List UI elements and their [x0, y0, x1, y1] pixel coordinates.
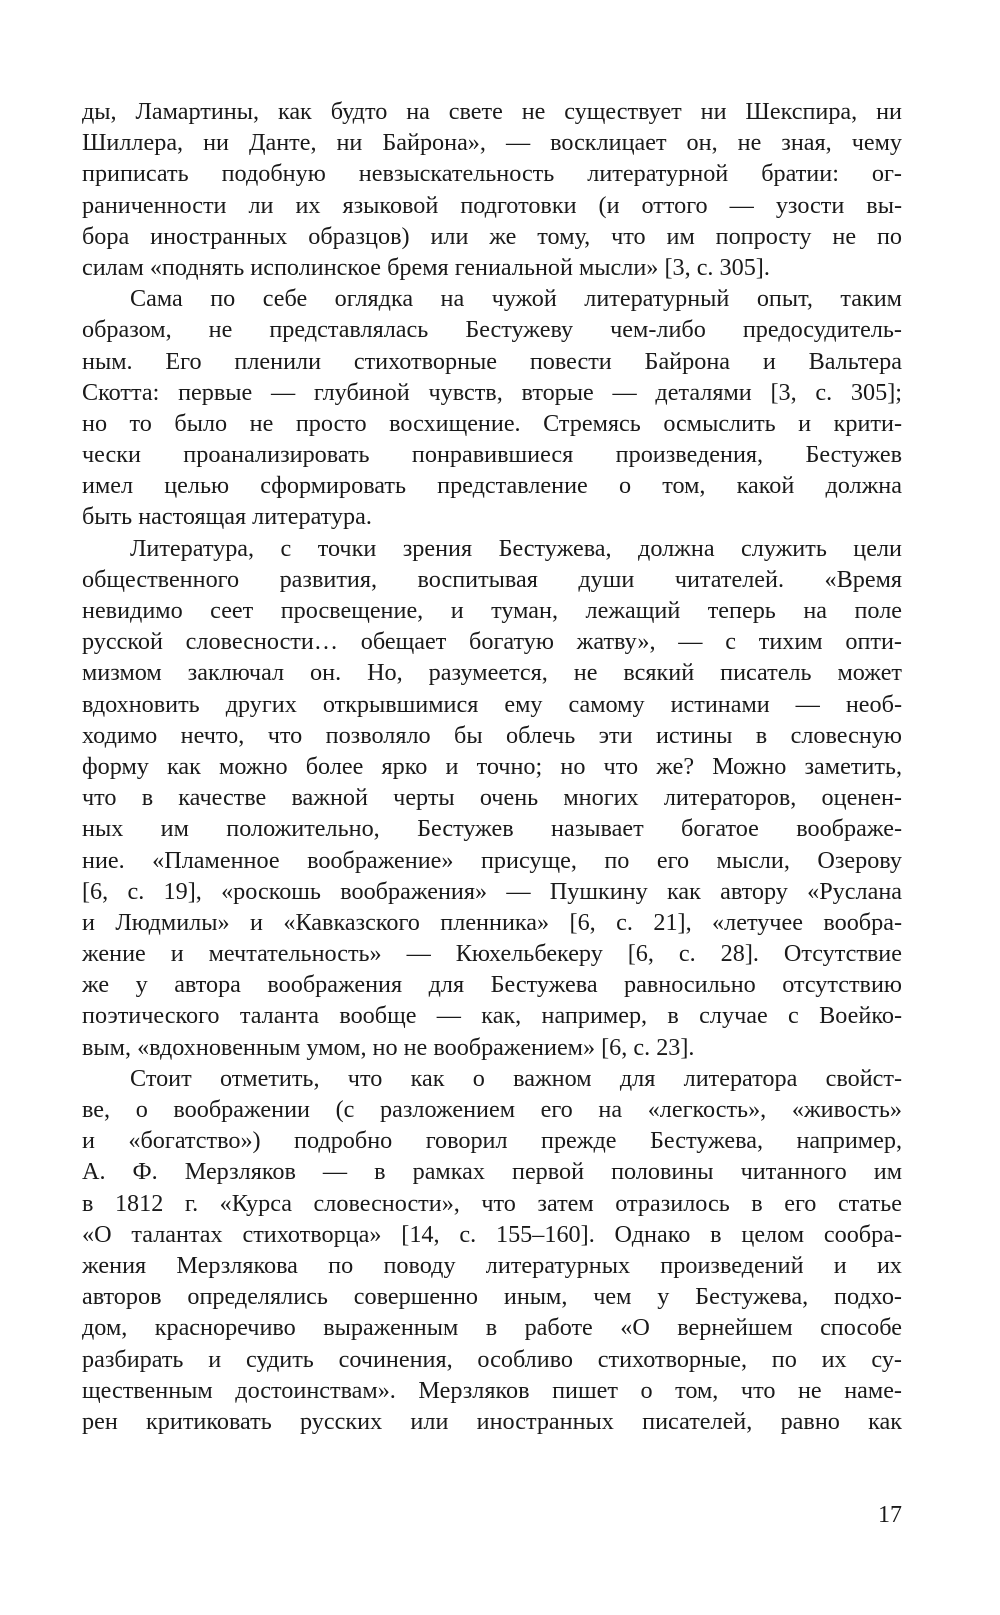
text-line: же у автора воображения для Бестужева равносильно отсутствию	[82, 971, 902, 999]
paragraph	[82, 283, 902, 533]
text-line: ды, Ламартины, как будто на свете не существует ни Шекспира, ни	[82, 98, 902, 125]
text-line: и Людмилы» и «Кавказского пленника» [6, с. 21], «летучее вообра-	[82, 908, 902, 936]
text-line: невидимо сеет просвещение, и туман, лежащий теперь на поле	[82, 597, 902, 624]
text-line: ве, о воображении (с разложением его на «легкость», «живость»	[82, 1096, 902, 1123]
text-line: вым, «вдохновенным умом, но не воображением» [6, с. 23].	[82, 1033, 695, 1061]
text-line: мизмом заключал он. Но, разумеется, не всякий писатель может	[82, 659, 902, 687]
text-line: ных им положительно, Бестужев называет богатое воображе-	[82, 815, 902, 843]
text-line: ным. Его пленили стихотворные повести Байрона и Вальтера	[82, 347, 902, 375]
text-line: ходимо нечто, что позволяло бы облечь эти истины в словесную	[82, 721, 902, 749]
text-line: быть настоящая литература.	[82, 503, 372, 531]
text-line: поэтического таланта вообще — как, например, в случае с Воейко-	[82, 1002, 902, 1030]
text-line: разбирать и судить сочинения, особливо стихотворные, по их су-	[82, 1345, 902, 1373]
text-line: вдохновить других открывшимися ему самому истинами — необ-	[82, 690, 902, 718]
text-line: ние. «Пламенное воображение» присуще, по его мысли, Озерову	[82, 846, 902, 874]
paragraph	[82, 533, 902, 1063]
text-line: бора иностранных образцов) или же тому, что им попросту не по	[82, 222, 902, 250]
text-line: русской словесности… обещает богатую жатву», — с тихим опти-	[82, 628, 902, 656]
text-line: Стоит отметить, что как о важном для литератора свойст-	[130, 1064, 902, 1092]
text-line: рен критиковать русских или иностранных писателей, равно как	[82, 1407, 902, 1435]
text-line: Литература, с точки зрения Бестужева, должна служить цели	[130, 534, 902, 562]
text-line: Сама по себе оглядка на чужой литературный опыт, таким	[130, 285, 902, 313]
text-line: авторов определялись совершенно иным, чем у Бестужева, подхо-	[82, 1283, 902, 1311]
text-line: «О талантах стихотворца» [14, с. 155–160]. Однако в целом сообра-	[82, 1220, 902, 1248]
text-line: щественным достоинствам». Мерзляков пишет о том, что не наме-	[82, 1376, 902, 1404]
body-text	[82, 96, 902, 1437]
text-line: дом, красноречиво выраженным в работе «О вернейшем способе	[82, 1314, 902, 1342]
text-line: и «богатство») подробно говорил прежде Бестужева, например,	[82, 1127, 902, 1155]
text-line: имел целью сформировать представление о том, какой должна	[82, 472, 902, 500]
text-line: силам «поднять исполинское бремя гениальной мысли» [3, с. 305].	[82, 253, 770, 281]
text-line: А. Ф. Мерзляков — в рамках первой половины читанного им	[82, 1158, 902, 1186]
text-line: чески проанализировать понравившиеся произведения, Бестужев	[82, 441, 902, 469]
text-line: форму как можно более ярко и точно; но что же? Можно заметить,	[82, 752, 902, 780]
text-line: раниченности ли их языковой подготовки (и оттого — узости вы-	[82, 191, 902, 219]
text-line: в 1812 г. «Курса словесности», что затем отразилось в его статье	[82, 1189, 902, 1217]
text-line: но то было не просто восхищение. Стремясь осмыслить и крити-	[82, 409, 902, 437]
text-line: жение и мечтательность» — Кюхельбекеру [6, с. 28]. Отсутствие	[82, 940, 902, 968]
page-number: 17	[878, 1502, 902, 1528]
text-line: Скотта: первые — глубиной чувств, вторые — деталями [3, с. 305];	[82, 378, 902, 406]
paragraph	[82, 96, 902, 283]
text-line: образом, не представлялась Бестужеву чем-либо предосудитель-	[82, 316, 902, 344]
text-line: Шиллера, ни Данте, ни Байрона», — восклицает он, не зная, чему	[82, 129, 902, 157]
text-line: [6, с. 19], «роскошь воображения» — Пушкину как автору «Руслана	[82, 877, 902, 905]
text-line: жения Мерзлякова по поводу литературных произведений и их	[82, 1251, 902, 1279]
text-line: что в качестве важной черты очень многих литераторов, оценен-	[82, 784, 902, 812]
text-line: общественного развития, воспитывая души читателей. «Время	[82, 565, 902, 593]
text-line: приписать подобную невзыскательность литературной братии: ог-	[82, 160, 902, 188]
paragraph	[82, 1063, 902, 1437]
